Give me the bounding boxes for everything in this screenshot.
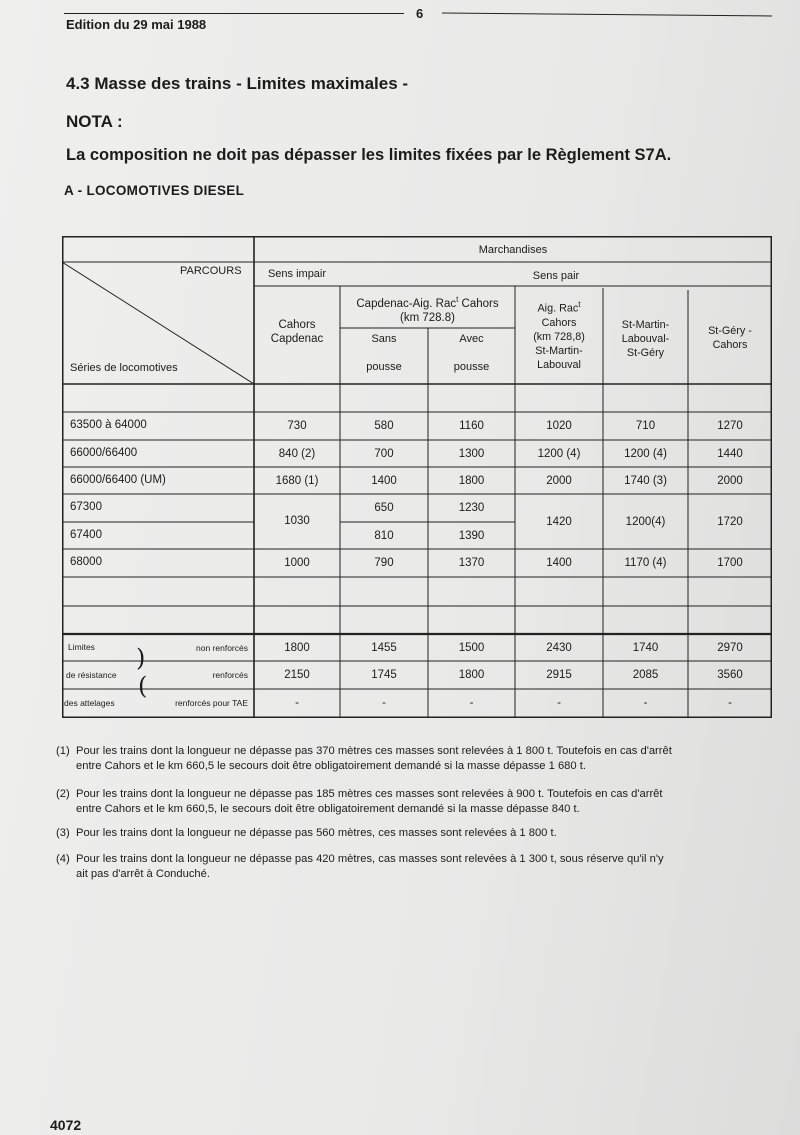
row-value-cell: 1300 <box>458 448 485 460</box>
footnote <box>56 744 786 774</box>
row-value-cell: 730 <box>287 420 307 432</box>
row-value-cell: 1000 <box>284 557 310 569</box>
footnote-number: (4) <box>56 853 70 865</box>
footnote <box>56 826 786 841</box>
page-number: 6 <box>416 6 424 21</box>
row-value-cell: 2000 <box>717 475 743 487</box>
footnote-line: Pour les trains dont la longueur ne dépasse pas 370 mètres ces masses sont relevées à 1 800 t. Toutefois en cas d'arrêt <box>76 745 672 757</box>
row-value-cell: 650 <box>374 502 394 514</box>
row-value-cell: 1170 (4) <box>624 557 667 569</box>
limits-value-cell: - <box>557 697 561 709</box>
row-value-cell: 1200 (4) <box>624 448 667 460</box>
row-value-cell: 1700 <box>717 557 743 569</box>
limits-label-3: des attelages <box>64 698 115 708</box>
subheading: A - LOCOMOTIVES DIESEL <box>64 183 245 198</box>
limits-value-cell: 3560 <box>717 669 743 681</box>
limits-label-1: Limites <box>68 642 95 652</box>
header-sens-pair: Sens pair <box>532 270 580 282</box>
header-rule-left <box>64 13 404 14</box>
row-value-cell: 1370 <box>458 557 485 569</box>
header-marchandises: Marchandises <box>478 244 548 256</box>
row-value-cell: 2000 <box>546 475 572 487</box>
limits-value-cell: - <box>295 697 299 709</box>
row-series-label: 68000 <box>70 556 102 568</box>
footnote <box>56 787 786 817</box>
header-aig-rac-cahors: Aig. Rac$^t$ Cahors (km 728,8) St-Martin- Labouval <box>533 300 585 371</box>
row-value-cell: 710 <box>635 420 656 432</box>
composition-note: La composition ne doit pas dépasser les limites fixées par le Règlement S7A. <box>66 146 672 164</box>
limits-value-cell: 1455 <box>371 642 397 654</box>
row-value-cell: 580 <box>374 420 394 432</box>
row-series-label: 66000/66400 <box>70 447 138 459</box>
limits-value-cell: - <box>728 697 732 709</box>
header-avec-pousse: Avec pousse <box>453 333 490 373</box>
limits-row-label: renforcés pour TAE <box>175 698 248 708</box>
footnote-number: (3) <box>56 827 70 839</box>
merged-aig-67: 1420 <box>546 516 572 528</box>
merged-stgery-67: 1720 <box>717 516 743 528</box>
footnote-line: entre Cahors et le km 660,5, le secours doit être obligatoirement demandé si la masse dépasse 840 t. <box>76 803 580 815</box>
footnote <box>56 852 786 882</box>
row-value-cell: 1020 <box>546 420 572 432</box>
row-value-cell: 810 <box>374 530 394 542</box>
limits-value-cell: 1740 <box>632 642 659 654</box>
limits-value-cell: 1800 <box>284 642 310 654</box>
edition-date: Edition du 29 mai 1988 <box>66 17 207 32</box>
row-value-cell: 1400 <box>371 475 397 487</box>
merged-stmartin-67: 1200(4) <box>625 516 666 528</box>
header-sens-impair: Sens impair <box>267 268 327 280</box>
row-value-cell: 1440 <box>717 448 743 460</box>
row-value-cell: 1800 <box>458 475 485 487</box>
corner-parcours: PARCOURS <box>180 265 242 277</box>
limits-value-cell: - <box>643 697 648 709</box>
limits-value-cell: 2085 <box>632 669 659 681</box>
row-value-cell: 1400 <box>546 557 572 569</box>
merged-cahors-67: 1030 <box>284 515 310 527</box>
footnote-line: ait pas d'arrêt à Conduché. <box>76 868 210 880</box>
row-value-cell: 840 (2) <box>278 448 316 460</box>
limits-label-2: de résistance <box>66 670 117 680</box>
limits-row-label: non renforcés <box>196 643 248 653</box>
train-mass-table <box>62 236 772 718</box>
footnote-line: Pour les trains dont la longueur ne dépasse pas 185 mètres ces masses sont relevées à 900 t. Toutefois en cas d'arrêt <box>76 788 663 800</box>
limits-value-cell: 1500 <box>458 642 485 654</box>
section-title: 4.3 Masse des trains - Limites maximales - <box>66 74 409 93</box>
brace-lower: ( <box>138 672 148 700</box>
nota-heading: NOTA : <box>66 112 123 131</box>
header-cahors-capdenac: Cahors Capdenac <box>270 319 324 345</box>
document-number: 4072 <box>50 1117 82 1133</box>
footnote-number: (1) <box>56 745 70 757</box>
footnote-line: Pour les trains dont la longueur ne dépasse pas 420 mètres, cas masses sont relevées à 1 300 t, sous réserve qu'il n'y <box>76 853 664 865</box>
row-series-label: 67400 <box>70 529 102 541</box>
limits-value-cell: 1800 <box>458 669 485 681</box>
limits-value-cell: - <box>469 697 474 709</box>
limits-value-cell: 2430 <box>546 642 572 654</box>
brace-upper: ) <box>136 644 146 672</box>
footnote-line: Pour les trains dont la longueur ne dépasse pas 560 mètres, ces masses sont relevées à 1 800 t. <box>76 827 557 839</box>
footnote-number: (2) <box>56 788 70 800</box>
limits-value-cell: 2150 <box>284 669 310 681</box>
limits-value-cell: 2915 <box>546 669 572 681</box>
row-value-cell: 1740 (3) <box>624 475 667 487</box>
limits-value-cell: - <box>382 697 386 709</box>
row-value-cell: 1230 <box>458 502 485 514</box>
row-series-label: 63500 à 64000 <box>70 419 147 431</box>
row-value-cell: 700 <box>374 448 394 460</box>
row-series-label: 67300 <box>70 501 102 513</box>
limits-value-cell: 1745 <box>371 669 397 681</box>
row-value-cell: 1200 (4) <box>537 448 581 460</box>
row-value-cell: 1390 <box>458 530 485 542</box>
limits-value-cell: 2970 <box>717 642 743 654</box>
footnote-line: entre Cahors et le km 660,5 le secours doit être obligatoirement demandé si la masse dépasse 1 680 t. <box>76 760 586 772</box>
row-value-cell: 1680 (1) <box>275 475 319 487</box>
row-value-cell: 790 <box>374 557 394 569</box>
row-series-label: 66000/66400 (UM) <box>70 474 166 486</box>
header-sans-pousse: Sans pousse <box>366 333 402 373</box>
header-rule-right <box>442 13 772 17</box>
header-st-martin: St-Martin- Labouval- St-Géry <box>621 319 670 359</box>
limits-row-label: renforcés <box>212 670 248 680</box>
header-st-gery: St-Géry - Cahors <box>708 325 752 351</box>
header-capdenac-aig: Capdenac-Aig. Rac$^t$ Cahors (km 728.8) <box>356 295 499 324</box>
corner-series: Séries de locomotives <box>70 362 178 374</box>
row-value-cell: 1160 <box>459 420 484 432</box>
row-value-cell: 1270 <box>717 420 743 432</box>
